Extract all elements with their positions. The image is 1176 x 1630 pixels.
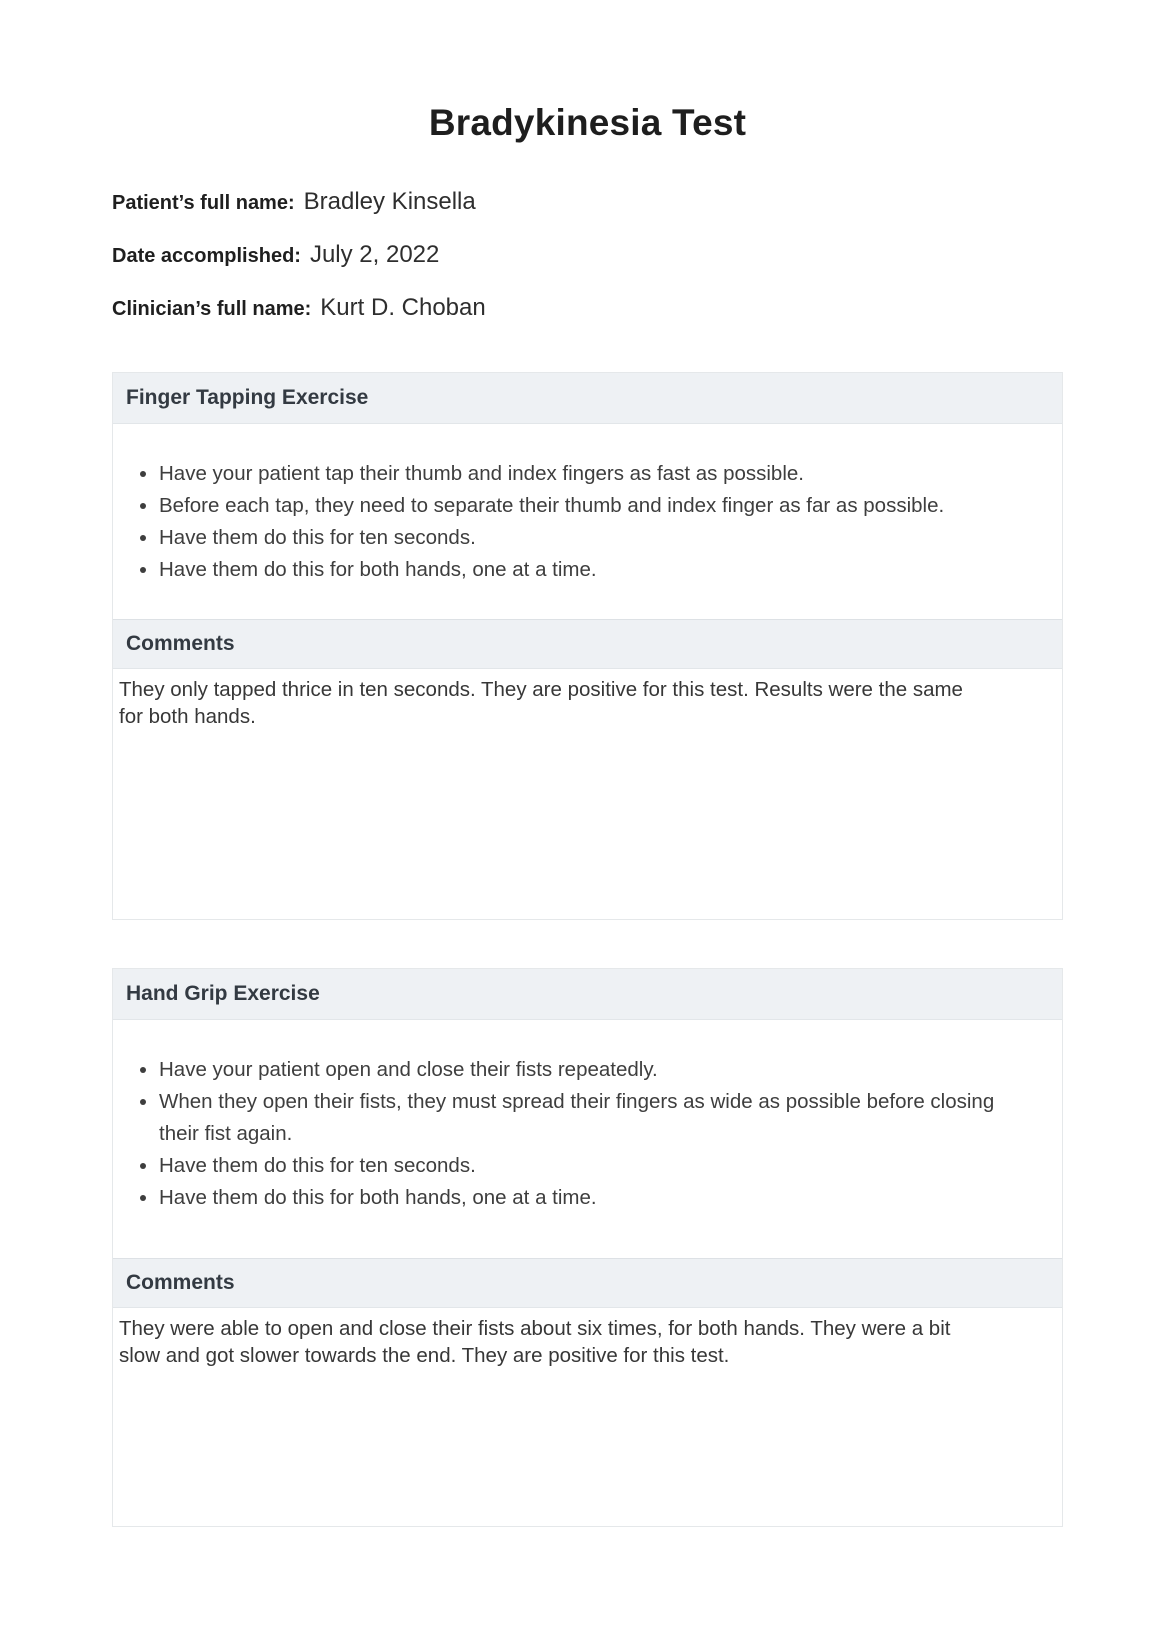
instruction-item: • Have them do this for both hands, one at a time.	[159, 554, 1022, 586]
comments-text: They only tapped thrice in ten seconds. They are positive for this test. Results were the same for both hands.	[119, 678, 963, 728]
clinician-name-value[interactable]: Kurt D. Choban	[320, 294, 486, 321]
finger-tapping-instructions	[113, 424, 1062, 619]
patient-name-label: Patient’s full name:	[112, 192, 295, 214]
date-accomplished-row	[112, 241, 1063, 272]
finger-tapping-section	[112, 372, 1063, 920]
hand-grip-heading: Hand Grip Exercise	[113, 969, 1062, 1020]
instruction-list	[113, 458, 1062, 586]
hand-grip-instructions	[113, 1020, 1062, 1258]
instruction-list	[113, 1054, 1062, 1214]
instruction-item: • Have them do this for both hands, one at a time.	[159, 1182, 1022, 1214]
clinician-name-row	[112, 294, 1063, 325]
hand-grip-section	[112, 968, 1063, 1527]
patient-name-row	[112, 188, 1063, 219]
instruction-item: • Have your patient tap their thumb and index fingers as fast as possible.	[159, 458, 1022, 490]
hand-grip-comments-field[interactable]	[113, 1308, 1062, 1526]
date-accomplished-label: Date accomplished:	[112, 245, 301, 267]
instruction-item: • Have your patient open and close their fists repeatedly.	[159, 1054, 1022, 1086]
date-accomplished-value[interactable]: July 2, 2022	[309, 241, 440, 268]
instruction-item: • Before each tap, they need to separate their thumb and index finger as far as possible.	[159, 490, 1022, 522]
patient-info-block	[112, 188, 1063, 325]
clinician-name-label: Clinician’s full name:	[112, 298, 312, 320]
comments-heading: Comments	[113, 619, 1062, 669]
finger-tapping-heading: Finger Tapping Exercise	[113, 373, 1062, 424]
patient-name-value[interactable]: Bradley Kinsella	[303, 188, 476, 215]
page-title: Bradykinesia Test	[428, 102, 747, 143]
instruction-item: • Have them do this for ten seconds.	[159, 522, 1022, 554]
instruction-item: • When they open their fists, they must spread their fingers as wide as possible before closing their fist again.	[159, 1086, 1022, 1150]
comments-text: They were able to open and close their fists about six times, for both hands. They were a bit slow and got slower towards the end. They are positive for this test.	[119, 1317, 951, 1367]
finger-tapping-comments-field[interactable]	[113, 669, 1062, 919]
comments-heading: Comments	[113, 1258, 1062, 1308]
instruction-item: • Have them do this for ten seconds.	[159, 1150, 1022, 1182]
